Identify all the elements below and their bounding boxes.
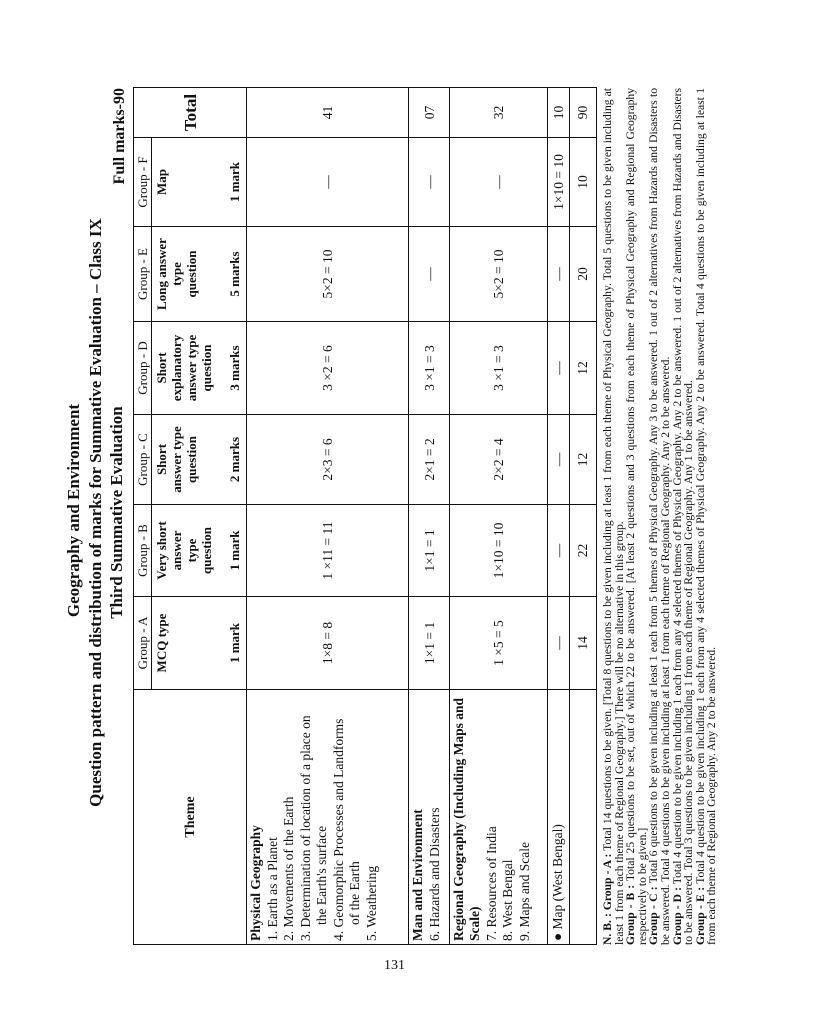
question-type-cell <box>152 227 247 322</box>
marks-per-question: 1 mark <box>227 161 242 203</box>
question-type-line: question <box>199 344 214 392</box>
question-type-line: Short <box>154 352 169 384</box>
marks-cell: — <box>409 227 449 322</box>
table-row <box>547 88 569 945</box>
theme-item: 9. Maps and Scale <box>516 842 532 941</box>
evaluation-title: Third Summative Evaluation <box>107 406 126 619</box>
marks-cell: 5×2 = 10 <box>449 227 547 322</box>
group-header: Group - D <box>134 322 152 415</box>
question-type-line: MCQ type <box>154 613 169 673</box>
theme-cell <box>409 690 449 945</box>
question-type-line: answer type <box>169 426 184 493</box>
theme-item: 2. Movements of the Earth <box>281 796 296 941</box>
marks-cell: — <box>547 322 569 415</box>
note-paragraph <box>648 88 671 945</box>
theme-item: ● Map (West Bengal) <box>550 824 566 941</box>
marks-cell: 1 ×11 = 11 <box>247 505 409 597</box>
marks-cell: — <box>449 138 547 227</box>
theme-title: Man and Environment <box>410 809 426 941</box>
theme-item: the Earth's surface <box>314 825 329 925</box>
note-label: Group - C : <box>647 886 661 945</box>
theme-item: 7. Resources of India <box>483 826 499 941</box>
note-text: Total 4 question to be given including 1 each from any 4 selected themes of Physical Geography. Any 2 to be answered. Total 4 questions to be given including at least 1 from each theme of Regional Geography. Any 2 to be answered. <box>693 87 719 945</box>
group-header: Group - E <box>134 227 152 322</box>
marks-cell: 5×2 = 10 <box>247 227 409 322</box>
group-header: Group - A <box>134 597 152 690</box>
theme-item: 8. West Bengal <box>500 859 516 941</box>
question-type-line: question <box>184 250 199 298</box>
note-label: Group - B : <box>624 884 638 945</box>
marks-cell: 3 ×1 = 3 <box>449 322 547 415</box>
question-type-line: type <box>169 262 184 286</box>
subject-title: Geography and Environment <box>64 403 83 618</box>
table-row <box>247 88 409 945</box>
group-total: 20 <box>569 227 596 322</box>
note-paragraph <box>602 88 625 945</box>
marks-per-question: 1 mark <box>227 530 242 571</box>
group-total: 22 <box>569 505 596 597</box>
marks-cell: 1×1 = 1 <box>409 597 449 690</box>
page-number: 131 <box>384 958 405 973</box>
group-header: Group - C <box>134 415 152 505</box>
question-type-line: answer type <box>184 334 199 402</box>
group-total: 14 <box>569 597 596 690</box>
marks-cell: — <box>547 597 569 690</box>
document-title: Question pattern and distribution of marks for Summative Evaluation – Class IX <box>86 218 105 807</box>
theme-header: Theme <box>134 690 247 945</box>
row-total: 41 <box>247 88 409 138</box>
theme-item: 1. Earth as a Planet <box>264 837 280 941</box>
question-type-cell <box>152 138 247 227</box>
table-row <box>409 88 449 945</box>
question-type-cell <box>152 505 247 597</box>
theme-item: 3. Determination of location of a place on <box>297 715 313 941</box>
note-text: Total 4 question to be given including 1 each from any 4 selected themes of Physical Geography. Any 2 to be answered. 1 out of 2 alternatives from Hazards and Disasters to be answered. Total 3 questions to be given including 1 from each theme of Regional Geography. Any 1 to be answered. <box>670 87 696 945</box>
note-text: Total 25 questions to be set, out of which 22 to be answered. [At least 2 questions and 3 questions from each theme of Physical Geography and Regional Geography respectively to be given.] <box>624 87 649 945</box>
question-type-line: Short <box>154 443 169 476</box>
table-row <box>449 88 547 945</box>
header-row-groups <box>134 88 152 945</box>
note-label: Group - E : <box>693 886 707 945</box>
marks-cell: — <box>247 138 409 227</box>
marks-cell: 3 ×2 = 6 <box>247 322 409 415</box>
theme-cell <box>247 690 409 945</box>
marks-cell: — <box>547 227 569 322</box>
note-paragraph <box>672 88 695 945</box>
marks-cell: — <box>547 415 569 505</box>
marks-cell: 1×10 = 10 <box>547 138 569 227</box>
row-total: 07 <box>409 88 449 138</box>
question-type-cell <box>152 322 247 415</box>
row-total: 32 <box>449 88 547 138</box>
marks-cell: — <box>409 138 449 227</box>
marks-cell: 1×8 = 8 <box>247 597 409 690</box>
marks-cell: 2×1 = 2 <box>409 415 449 505</box>
marks-cell: 1×1 = 1 <box>409 505 449 597</box>
question-type-cell <box>152 597 247 690</box>
question-type-line: Map <box>154 169 169 195</box>
marks-cell: 2×3 = 6 <box>247 415 409 505</box>
question-type-line: explanatory <box>169 334 184 402</box>
theme-item: 6. Hazards and Disasters <box>426 807 442 941</box>
question-type-line: Long answer <box>154 238 169 310</box>
note-label: Group - D : <box>670 887 684 945</box>
total-header: Total <box>134 88 247 138</box>
question-type-line: type <box>184 538 199 563</box>
marks-per-question: 3 marks <box>227 345 242 391</box>
theme-cell <box>449 690 547 945</box>
marks-cell: — <box>547 505 569 597</box>
note-paragraph <box>695 88 718 945</box>
marks-per-question: 5 marks <box>227 251 242 297</box>
note-text: Total 14 questions to be given. [Total 8 questions to be given including at least 1 from each theme of Physical Geography. Total 5 questions to be given including at least 1 from each theme of Regional Geography.] There will be no alternative in this group. <box>601 88 626 945</box>
theme-title: Regional Geography (Including Maps and Scale) <box>450 697 483 941</box>
group-total: 12 <box>569 415 596 505</box>
group-header: Group - B <box>134 505 152 597</box>
marks-cell: 1 ×5 = 5 <box>449 597 547 690</box>
theme-item: 5. Weathering <box>363 865 379 941</box>
grand-total: 90 <box>569 88 596 138</box>
marks-per-question: 2 marks <box>227 436 242 483</box>
marks-cell: 1×10 = 10 <box>449 505 547 597</box>
group-total: 12 <box>569 322 596 415</box>
question-type-line: question <box>184 436 199 483</box>
theme-title: Physical Geography <box>248 825 263 941</box>
note-paragraph <box>625 88 648 945</box>
question-type-line: Very short <box>154 521 169 580</box>
note-text: Total 6 questions to be given including at least 1 each from 5 themes of Physical Geography. Any 3 to be answered. 1 out of 2 alternatives from Hazards and Disasters to be answered. Total 4 questions to be given including at least 1 from each theme of Regional Geography. Any 2 to be answered. <box>647 88 672 945</box>
question-type-line: answer <box>169 530 184 571</box>
theme-cell <box>547 690 569 945</box>
note-label: N. B. : Group - A : <box>601 853 614 945</box>
question-type-cell <box>152 415 247 505</box>
theme-item: 4. Geomorphic Processes and Landforms <box>330 718 346 941</box>
totals-label-cell <box>569 690 596 945</box>
marks-cell: 2×2 = 4 <box>449 415 547 505</box>
marks-per-question: 1 mark <box>227 622 242 664</box>
group-header: Group - F <box>134 138 152 227</box>
marks-cell: 3 ×1 = 3 <box>409 322 449 415</box>
row-total: 10 <box>547 88 569 138</box>
notes-section <box>602 88 718 945</box>
marks-distribution-table <box>133 87 597 945</box>
theme-item: of the Earth <box>347 861 362 925</box>
group-total: 10 <box>569 138 596 227</box>
question-type-line: question <box>199 527 214 574</box>
totals-row <box>569 88 596 945</box>
full-marks: Full marks-90 <box>111 88 128 185</box>
